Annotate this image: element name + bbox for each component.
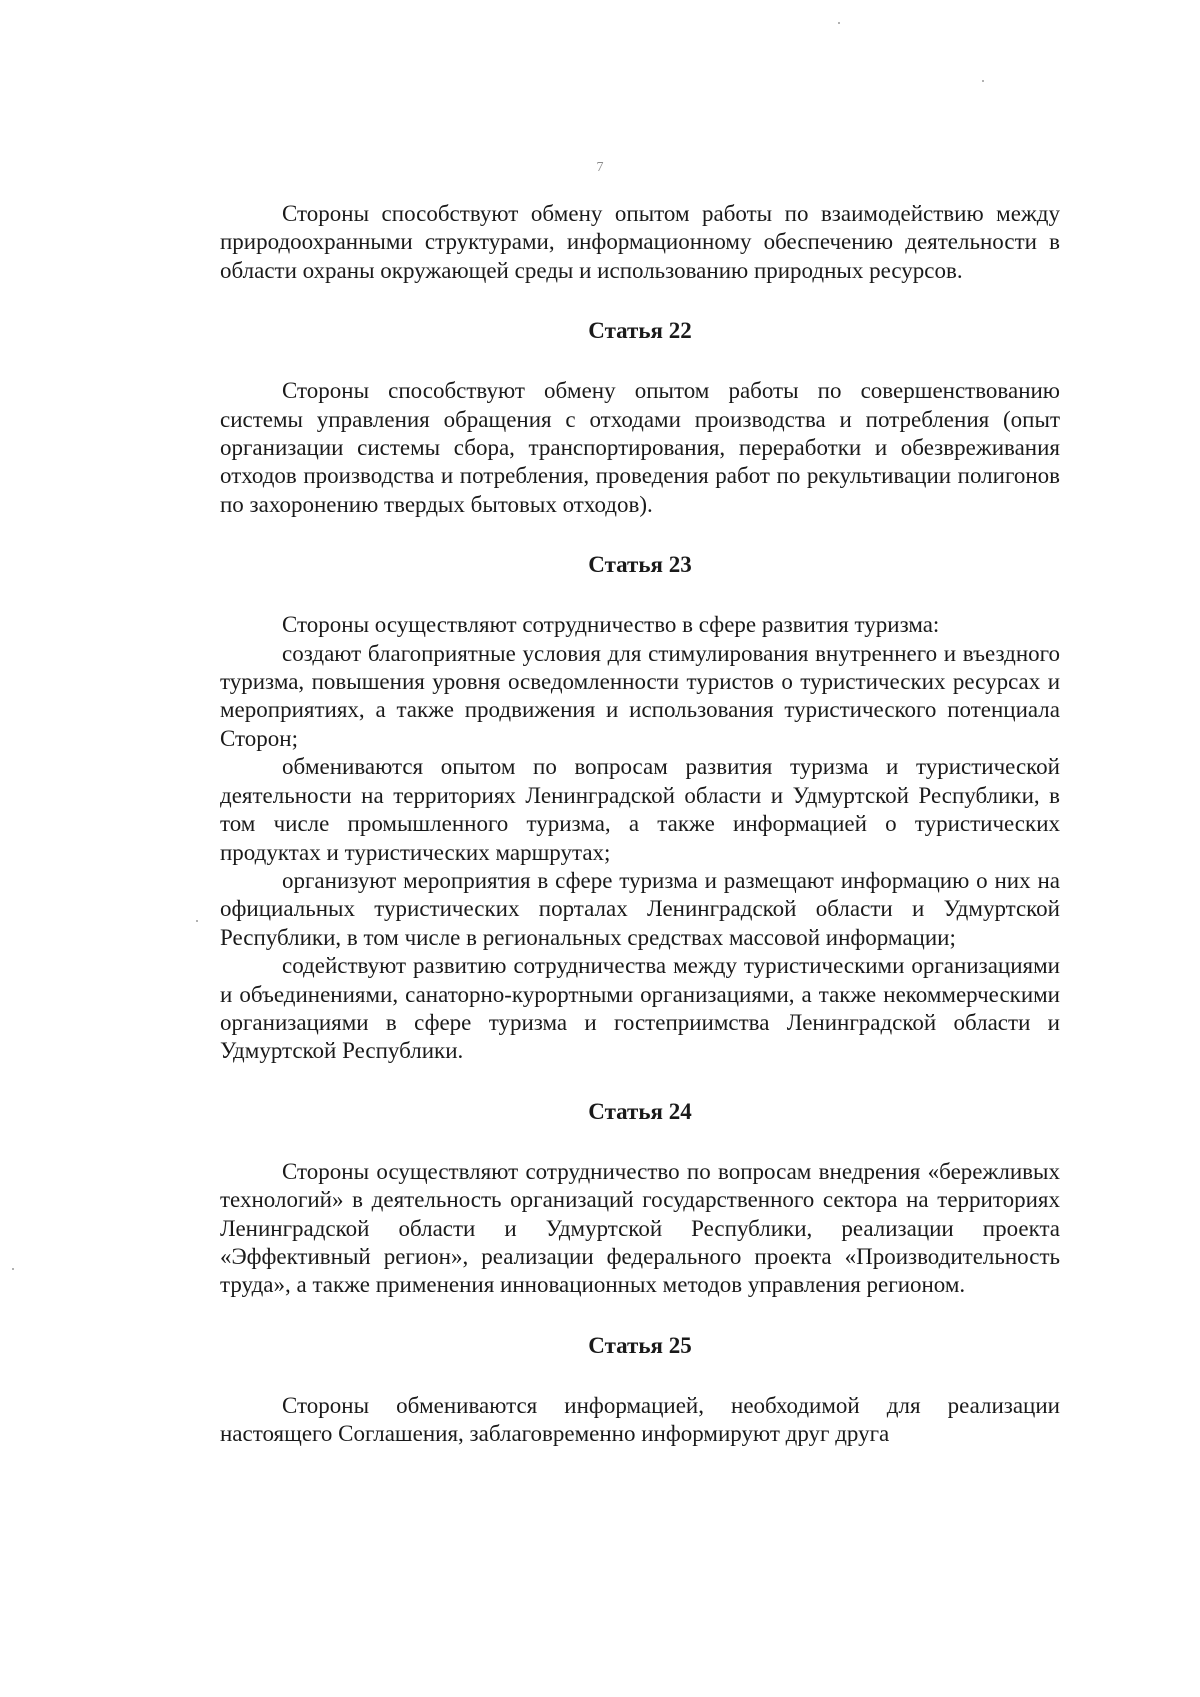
article-22-paragraph: Стороны способствуют обмену опытом работы по совершенствованию системы управления обращения с отходами производства и потребления (опыт организации системы сбора, транспортирования, переработки и обезвреживания отходов производства и потребления, проведения работ по рекультивации полигонов по захоронению твердых бытовых отходов). — [220, 378, 1060, 517]
article-25-title: Статья 25 — [588, 1332, 692, 1358]
intro-paragraph: Стороны способствуют обмену опытом работы по взаимодействию между природоохранными структурами, информационному обеспечению деятельности в области охраны окружающей среды и использованию природных ресурсов. — [220, 201, 1060, 283]
scan-speck — [196, 920, 198, 922]
scan-speck — [982, 80, 984, 82]
article-23-paragraph-3: обмениваются опытом по вопросам развития туризма и туристической деятельности на территориях Ленинградской области и Удмуртской Республики, в том числе промышленного туризма, а также информацией о туристических продуктах и туристических маршрутах; — [220, 754, 1060, 865]
article-23-paragraph-2: создают благоприятные условия для стимулирования внутреннего и въездного туризма, повышения уровня осведомленности туристов о туристических ресурсах и мероприятиях, а также продвижения и использования туристического потенциала Сторон; — [220, 640, 1060, 751]
article-24-paragraph: Стороны осуществляют сотрудничество по вопросам внедрения «бережливых технологий» в деятельность организаций государственного сектора на территориях Ленинградской области и Удмуртской Республики, реализации проекта «Эффективный регион», реализации федерального проекта «Производительность труда», а также применения инновационных методов управления регионом. — [220, 1158, 1060, 1298]
document-body — [220, 200, 1060, 1449]
article-23-title: Статья 23 — [588, 552, 692, 578]
article-23-paragraph-1: Стороны осуществляют сотрудничество в сфере развития туризма: — [282, 612, 940, 638]
article-22-title: Статья 22 — [588, 318, 692, 344]
scan-speck — [838, 22, 840, 24]
article-23-paragraph-4: организуют мероприятия в сфере туризма и размещают информацию о них на официальных туристических порталах Ленинградской области и Удмуртской Республики, в том числе в региональных средствах массовой информации; — [220, 867, 1060, 950]
scan-speck — [12, 1268, 14, 1270]
article-25-paragraph: Стороны обмениваются информацией, необходимой для реализации настоящего Соглашения, заблаговременно информируют друг друга — [220, 1392, 1060, 1447]
page-number: 7 — [596, 160, 604, 175]
article-24-title: Статья 24 — [588, 1098, 692, 1124]
article-23-paragraph-5: содействуют развитию сотрудничества между туристическими организациями и объединениями, санаторно-курортными организациями, а также некоммерческими организациями в сфере туризма и гостеприимства Ленинградской области и Удмуртской Республики. — [220, 953, 1060, 1064]
